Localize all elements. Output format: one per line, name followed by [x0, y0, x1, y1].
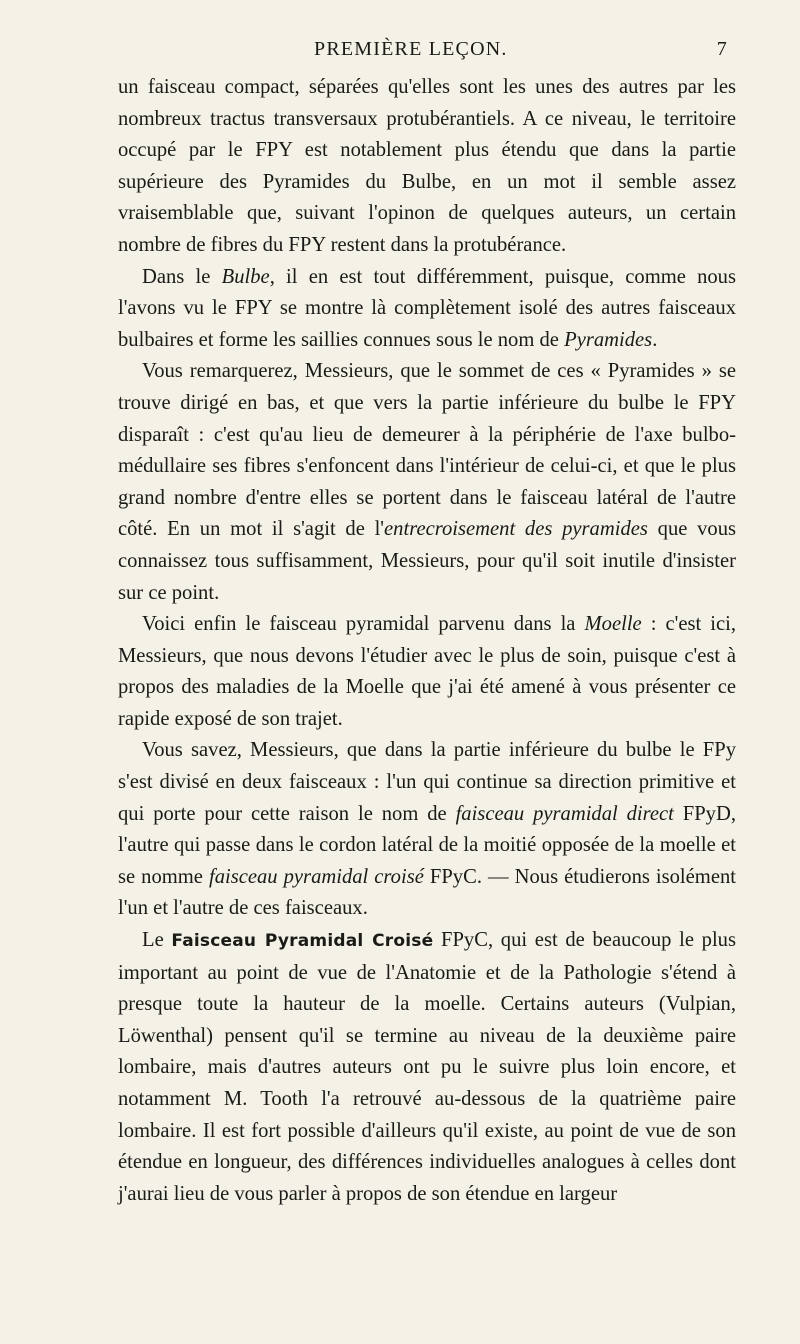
paragraph-2-text-e: . — [652, 328, 658, 351]
paragraph-5-text-a: Vous savez, Messieurs, que dans la partie inférieure du bulbe le FPy s'est divisé en deux faisceaux : l'un qui continue sa direction primitive et qui porte pour cette raison le nom de — [118, 739, 736, 825]
running-head — [118, 38, 736, 72]
paragraph-4-text-c: : c'est ici, Messieurs, que nous devons l'étudier avec le plus de soin, puisque c'est à propos des maladies de la Moelle que j'ai été amené à vous présenter ce rapide exposé de son trajet. — [118, 613, 736, 730]
paragraph-5-text-c: FPyD, l'autre qui passe dans le cordon latéral de la moitié opposée de la moelle et se nomme — [118, 802, 736, 888]
term-faisceau-pyramidal-direct: faisceau pyramidal direct — [455, 802, 674, 825]
term-moelle: Moelle — [584, 613, 642, 636]
paragraph-4-text-a: Voici enfin le faisceau pyramidal parvenu dans la — [142, 613, 585, 636]
paragraph-6-text-c: FPyC, qui est de beaucoup le plus important au point de vue de l'Anatomie et de la Pathologie s'étend à presque toute la hauteur de la moelle. Certains auteurs (Vulpian, Löwenthal) pensent qu'il se termine au niveau de la deuxième paire lombaire, mais d'autres auteurs ont pu le suivre plus loin encore, et notamment M. Tooth l'a retrouvé au-dessous de la quatrième paire lombaire. Il est fort possible d'ailleurs qu'il existe, au point de vue de son étendue en longueur, des différences individuelles analogues à celles dont j'aurai lieu de vous parler à propos de son étendue en largeur — [118, 929, 736, 1205]
paragraph-3-text-c: que vous connaissez tous suffisamment, Messieurs, pour qu'il soit inutile d'insister sur ce point. — [118, 518, 737, 604]
paragraph-2 — [118, 262, 736, 357]
paragraph-2-text-c: , il en est tout différemment, puisque, comme nous l'avons vu le FPY se montre là complètement isolé des autres faisceaux bulbaires et forme les saillies connues sous le nom de — [118, 265, 736, 351]
body-text — [118, 72, 736, 1210]
paragraph-6 — [118, 925, 736, 1210]
term-bulbe: Bulbe — [221, 265, 270, 288]
paragraph-5 — [118, 735, 736, 925]
page-number: 7 — [716, 38, 728, 60]
paragraph-1-text: un faisceau compact, séparées qu'elles sont les unes des autres par les nombreux tractus transversaux protubérantiels. A ce niveau, le territoire occupé par le FPY est notablement plus étendu que dans la partie supérieure des Pyramides du Bulbe, en un mot il semble assez vraisemblable que, suivant l'opinon de quelques auteurs, un certain nombre de fibres du FPY restent dans la protubérance. — [118, 76, 736, 256]
heading-faisceau-pyramidal-croise: Faisceau Pyramidal Croisé — [171, 931, 434, 952]
paragraph-4 — [118, 609, 736, 735]
paragraph-6-text-a: Le — [142, 929, 172, 952]
running-title: PREMIÈRE LEÇON. — [314, 38, 508, 60]
paragraph-2-text-a: Dans le — [142, 265, 222, 288]
term-pyramides: Pyramides — [564, 328, 653, 351]
paragraph-3-text-a: Vous remarquerez, Messieurs, que le sommet de ces « Pyramides » se trouve dirigé en bas, et que vers la partie inférieure du bulbe le FPY disparaît : c'est qu'au lieu de demeurer à la périphérie de l'axe bulbo-médullaire ses fibres s'enfoncent dans l'intérieur de celui-ci, et que le plus grand nombre d'entre elles se portent dans le faisceau latéral de l'autre côté. En un mot il s'agit de l' — [118, 360, 736, 541]
paragraph-3 — [118, 356, 736, 609]
term-faisceau-pyramidal-croise: faisceau pyramidal croisé — [208, 865, 424, 888]
paragraph-1 — [118, 72, 736, 262]
term-entrecroisement: entrecroisement des pyramides — [384, 518, 648, 541]
paragraph-5-text-e: FPyC. — Nous étudierons isolément l'un et l'autre de ces faisceaux. — [118, 865, 736, 920]
